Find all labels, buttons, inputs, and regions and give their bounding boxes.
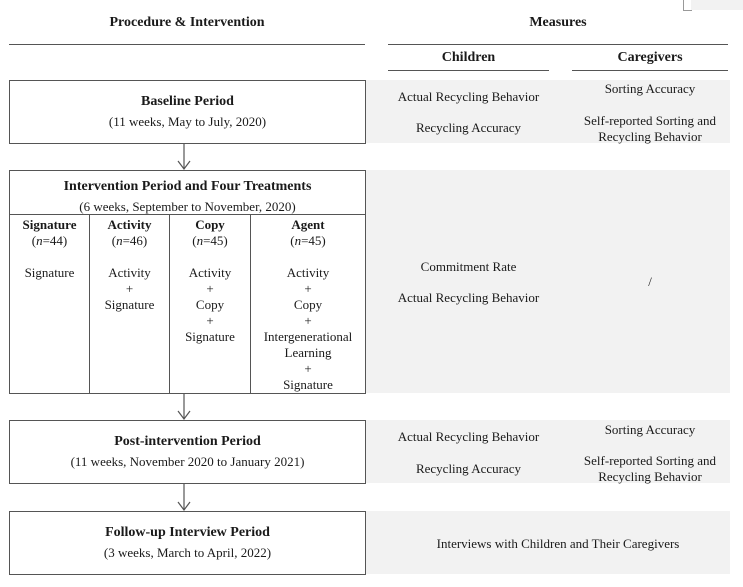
baseline-period-box (9, 80, 366, 144)
post-title: Post-intervention Period (114, 434, 261, 449)
arrow-down-icon (177, 484, 191, 511)
baseline-subtitle: (11 weeks, May to July, 2020) (108, 114, 267, 129)
caregivers-header: Caregivers (617, 50, 683, 65)
treatment-component: Signature (24, 265, 75, 280)
treatment-component: Activity (188, 265, 232, 280)
caregivers-header-rule (572, 70, 728, 71)
followup-period-box (9, 511, 366, 575)
children-header: Children (441, 50, 496, 65)
treatment-component: Intergenerational (263, 329, 353, 344)
treatment-component: Signature (185, 329, 235, 344)
treatment-name: Activity (107, 217, 152, 232)
treatment-activity (90, 214, 169, 393)
treatment-name: Copy (195, 217, 225, 232)
arrow-down-icon (177, 394, 191, 420)
treatment-component: Learning (284, 345, 332, 360)
intervention-caregiver-measure: / (648, 274, 652, 289)
treatment-name: Signature (22, 217, 77, 232)
intervention-title: Intervention Period and Four Treatments (63, 179, 312, 194)
treatment-n: (n=45) (192, 233, 228, 248)
treatment-name: Agent (291, 217, 325, 232)
treatment-plus: + (206, 313, 214, 328)
followup-combined-measure: Interviews with Children and Their Caregivers (436, 536, 680, 551)
treatment-component: Signature (283, 377, 333, 392)
post-subtitle: (11 weeks, November 2020 to January 2021) (70, 454, 305, 469)
treatment-plus: + (304, 313, 312, 328)
treatment-component: Activity (108, 265, 151, 280)
treatment-component: Copy (293, 297, 323, 312)
treatment-signature (10, 214, 89, 393)
baseline-child-measure-2: Recycling Accuracy (415, 120, 522, 135)
post-caregiver-measure-2: Self-reported Sorting and Recycling Behavior (583, 453, 717, 484)
treatment-plus: + (206, 281, 214, 296)
intervention-subtitle: (6 weeks, September to November, 2020) (79, 199, 296, 214)
post-caregiver-measure-1: Sorting Accuracy (604, 422, 696, 437)
post-child-measure-1: Actual Recycling Behavior (397, 429, 540, 444)
baseline-title: Baseline Period (141, 94, 234, 109)
followup-title: Follow-up Interview Period (105, 525, 270, 540)
intervention-child-measure-1: Commitment Rate (420, 259, 517, 274)
treatment-n: (n=45) (290, 233, 326, 248)
measures-header: Measures (529, 15, 587, 30)
treatment-copy (170, 214, 250, 393)
post-child-measure-2: Recycling Accuracy (415, 461, 522, 476)
procedure-header: Procedure & Intervention (109, 15, 265, 30)
treatment-plus: + (304, 281, 312, 296)
treatment-component: Copy (195, 297, 225, 312)
arrow-down-icon (177, 144, 191, 170)
measures-header-rule (388, 44, 728, 45)
treatment-component: Signature (104, 297, 155, 312)
baseline-child-measure-1: Actual Recycling Behavior (397, 89, 540, 104)
corner-bar (691, 0, 743, 10)
procedure-header-rule (9, 44, 365, 45)
treatment-plus: + (304, 361, 312, 376)
baseline-caregiver-measure-1: Sorting Accuracy (604, 81, 696, 96)
treatment-n: (n=44) (31, 233, 68, 248)
treatment-plus: + (125, 281, 134, 296)
children-header-rule (388, 70, 549, 71)
treatment-component: Activity (286, 265, 330, 280)
treatment-agent (251, 214, 365, 393)
followup-subtitle: (3 weeks, March to April, 2022) (103, 545, 272, 560)
intervention-child-measure-2: Actual Recycling Behavior (397, 290, 540, 305)
baseline-caregiver-measure-2: Self-reported Sorting and Recycling Behavior (583, 113, 717, 144)
treatment-n: (n=46) (111, 233, 148, 248)
post-intervention-period-box (9, 420, 366, 484)
